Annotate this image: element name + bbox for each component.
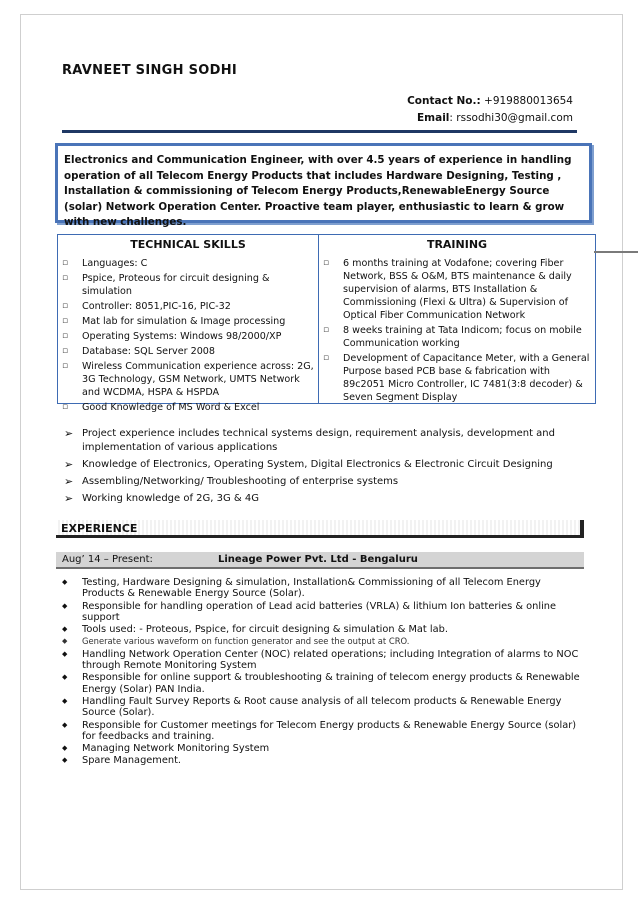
email-label: Email [417,112,450,124]
list-item: ➢ Assembling/Networking/ Troubleshooting of enterprise systems [64,475,584,489]
contact-block [407,93,573,127]
header-divider [62,130,577,133]
job-header [56,552,584,569]
list-item: ▫ Database: SQL Server 2008 [58,345,318,358]
technical-skills-title: TECHNICAL SKILLS [130,238,246,251]
list-item: ◆ Responsible for Customer meetings for Telecom Energy products & Renewable Energy Source (solar) for feedbacks and training. [62,720,580,743]
job-company: Lineage Power Pvt. Ltd - Bengaluru [218,554,418,565]
list-item: ◆ Handling Fault Survey Reports & Root cause analysis of all telecom products & Renewable Energy Source (Solar). [62,696,580,719]
list-item: ◆ Spare Management. [62,755,580,766]
list-item: ▫ Operating Systems: Windows 98/2000/XP [58,330,318,343]
list-item: ◆ Tools used: - Proteous, Pspice, for circuit designing & simulation & Mat lab. [62,624,580,635]
list-item: ▫ Languages: C [58,257,318,270]
list-item: ➢ Working knowledge of 2G, 3G & 4G [64,492,584,506]
list-item: ◆ Managing Network Monitoring System [62,743,580,754]
candidate-name: RAVNEET SINGH SODHI [62,63,238,78]
training-list [319,257,595,404]
training-box [318,234,596,404]
contact-value: +919880013654 [480,95,573,107]
list-item: ▫ Good Knowledge of MS Word & Excel [58,401,318,414]
list-item: ▫ Mat lab for simulation & Image processing [58,315,318,328]
list-item: ◆ Responsible for handling operation of Lead acid batteries (VRLA) & lithium Ion batteries & online support [62,601,580,624]
contact-line [407,93,573,110]
email-value: : rssodhi30@gmail.com [449,112,573,124]
experience-heading: EXPERIENCE [56,520,584,538]
list-item: ▫ Pspice, Proteous for circuit designing & simulation [58,272,318,298]
technical-skills-box [57,234,318,413]
decorative-line [594,251,638,253]
list-item: ▫ 6 months training at Vodafone; covering Fiber Network, BSS & O&M, BTS maintenance & daily supervision of alarms, BTS Installation & Commissioning (Flexi & Ultra) & Supervision of Optical Fiber Communication Network [319,257,595,322]
list-item: ➢ Project experience includes technical systems design, requirement analysis, development and implementation of various applications [64,427,584,455]
list-item: ◆ Testing, Hardware Designing & simulation, Installation& Commissioning of all Telecom Energy Products & Renewable Energy Source (Solar). [62,577,580,600]
list-item: ◆ Handling Network Operation Center (NOC) related operations; including Integration of alarms to NOC through Remote Monitoring System [62,649,580,672]
list-item: ◆ Responsible for online support & troubleshooting & training of telecom energy products & Renewable Energy (Solar) PAN India. [62,672,580,695]
technical-skills-list [58,257,318,414]
responsibilities-list [62,577,580,768]
contact-label: Contact No.: [407,95,481,107]
list-item: ▫ Wireless Communication experience across: 2G, 3G Technology, GSM Network, UMTS Network and WCDMA, HSPA & HSPDA [58,360,318,399]
email-line [407,110,573,127]
list-item: ▫ Controller: 8051,PIC-16, PIC-32 [58,300,318,313]
training-title: TRAINING [426,238,488,251]
list-item: ▫ 8 weeks training at Tata Indicom; focus on mobile Communication working [319,324,595,350]
summary-box: Electronics and Communication Engineer, with over 4.5 years of experience in handling operation of all Telecom Energy Products that includes Hardware Designing, Testing , Installation & commissioning of Telecom Energy Products,RenewableEnergy Source (solar) Network Operation Center. Proactive team player, enthusiastic to learn & grow with new challenges. [55,143,592,223]
list-item: ➢ Knowledge of Electronics, Operating System, Digital Electronics & Electronic Circuit Designing [64,458,584,472]
highlights-list [64,427,584,509]
job-dates: Aug’ 14 – Present: [62,554,153,565]
list-item: ▫ Development of Capacitance Meter, with a General Purpose based PCB base & fabrication with 89c2051 Micro Controller, IC 7481(3:8 decoder) & Seven Segment Display [319,352,595,404]
list-item: ◆ Generate various waveform on function generator and see the output at CRO. [62,636,580,647]
